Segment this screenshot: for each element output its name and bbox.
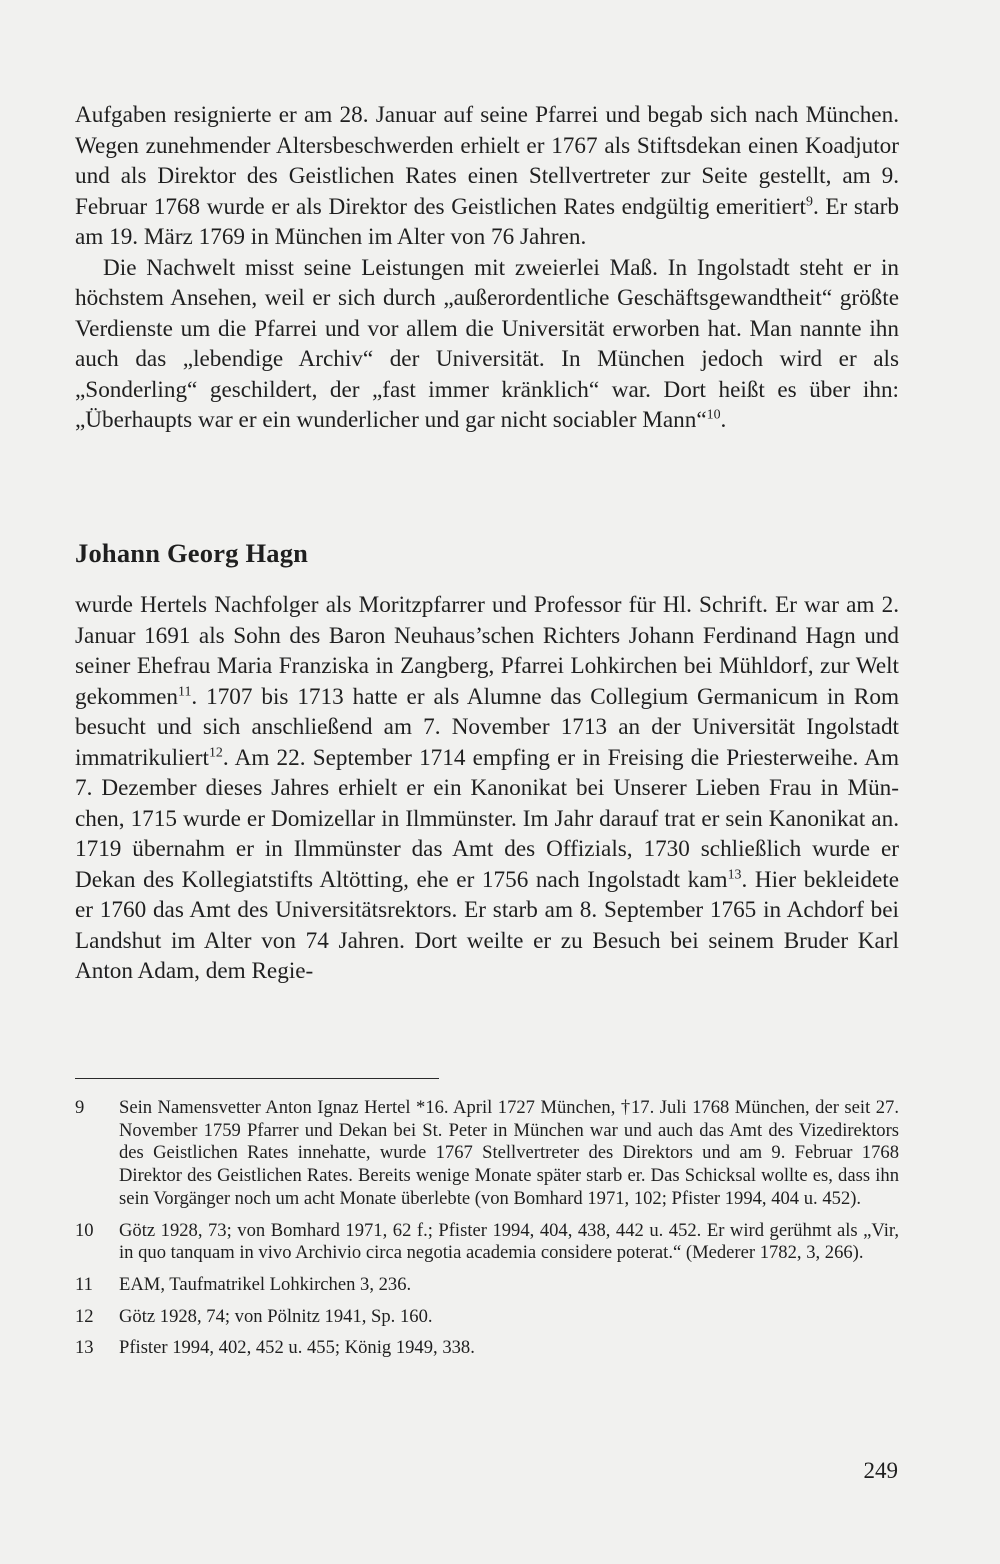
footnote-ref-11[interactable]: 11 xyxy=(178,683,192,699)
footnote-divider xyxy=(75,1078,439,1079)
footnote-text: EAM, Taufmatrikel Lohkirchen 3, 236. xyxy=(119,1273,412,1295)
paragraph-1 xyxy=(75,100,899,253)
paragraph-3-part-1: wurde Hertels Nachfolger als Moritzpfarrer und Professor für Hl. Schrift. Er war am 2. Januar 1691 als Sohn des Baron Neuhaus’schen Richters Johann Ferdinand Hagn und seiner Ehefrau Maria Franziska in Zangberg, Pfarrei Lohkirchen bei Mühldorf, zur Welt gekommen xyxy=(75,592,899,710)
paragraph-3-part-4: . Hier bekleidete er 1760 das Amt des Universitätsrektors. Er starb am 8. September 1765 in Achdorf bei Landshut im Alter von 74 Jahren. Dort weilte er zu Besuch bei seinem Bruder Karl Anton Adam, dem Regie- xyxy=(75,866,899,984)
paragraph-3 xyxy=(75,590,899,987)
footnote-9 xyxy=(75,1097,899,1211)
footnote-text: Götz 1928, 74; von Pölnitz 1941, Sp. 160. xyxy=(119,1305,433,1327)
paragraph-2-tail: . xyxy=(720,407,727,433)
body-text-bottom xyxy=(75,590,899,987)
paragraph-2 xyxy=(75,253,899,436)
footnote-ref-10[interactable]: 10 xyxy=(706,407,721,423)
footnote-ref-13[interactable]: 13 xyxy=(727,866,742,882)
footnote-number: 11 xyxy=(75,1273,93,1295)
footnote-ref-9[interactable]: 9 xyxy=(805,193,813,209)
footnote-number: 10 xyxy=(75,1219,94,1241)
footnote-number: 13 xyxy=(75,1337,94,1359)
section-heading: Johann Georg Hagn xyxy=(75,538,309,568)
page-number: 249 xyxy=(863,1458,898,1483)
footnotes xyxy=(75,1097,899,1369)
paragraph-1-text: Aufgaben resignierte er am 28. Januar auf seine Pfarrei und begab sich nach München. Wegen zunehmender Altersbeschwerden erhielt er 1767 als Stiftsdekan einen Koadjutor und als Direktor des Geistlichen Rates einen Stellvertreter zur Seite gestellt, am 9. Februar 1768 wurde er als Direktor des Geistlichen Rates endgültig emeritiert xyxy=(75,102,899,220)
paragraph-2-text: Die Nachwelt misst seine Leistungen mit zweierlei Maß. In Ingolstadt steht er in höchstem Ansehen, weil er sich durch „außerordentliche Geschäftsgewandtheit“ größte Verdienste um die Pfarrei und vor allem die Universität erworben hat. Man nannte ihn auch das „lebendige Archiv“ der Universität. In München jedoch wird er als „Sonderling“ geschildert, der „fast immer kränklich“ war. Dort heißt es über ihn: „Überhaupts war er ein wunderlicher und gar nicht sociabler Mann“ xyxy=(75,254,899,433)
footnote-10 xyxy=(75,1220,899,1265)
footnote-12 xyxy=(75,1306,899,1329)
body-text-top xyxy=(75,100,899,436)
footnote-13 xyxy=(75,1337,899,1360)
footnote-number: 9 xyxy=(75,1097,85,1118)
footnote-text: Götz 1928, 73; von Bomhard 1971, 62 f.; Pfister 1994, 404, 438, 442 u. 452. Er wird gerühmt als „Vir, in quo tanquam in vivo Archivio circa negotia academia considere poterat.“ (Mederer 1782, 3, 266). xyxy=(119,1219,899,1264)
footnote-text: Pfister 1994, 402, 452 u. 455; König 1949, 338. xyxy=(119,1337,475,1359)
paragraph-3-part-3: . Am 22. September 1714 empfing er in Freising die Priesterweihe. Am 7. Dezember dieses Jahres erhielt er ein Kanonikat bei Unserer Lieben Frau in München, 1715 wurde er Domizellar in Ilmmünster. Im Jahr darauf trat er sein Kanonikat an. 1719 übernahm er in Ilmmünster das Amt des Offizials, 1730 schließlich wurde er Dekan des Kollegiatstifts Altötting, ehe er 1756 nach Ingolstadt kam xyxy=(75,744,899,893)
footnote-11 xyxy=(75,1274,899,1297)
paragraph-3-part-2: . 1707 bis 1713 hatte er als Alumne das Collegium Germanicum in Rom besucht und sich anschließend am 7. November 1713 an der Universität Ingolstadt immatrikuliert xyxy=(75,683,899,771)
footnote-text: Sein Namensvetter Anton Ignaz Hertel *16. April 1727 München, †17. Juli 1768 München, der seit 27. November 1759 Pfarrer und Dekan bei St. Peter in München war und auch das Amt des Vizedirektors des Geistlichen Rates innehatte, wurde 1767 Stellvertreter des Direktors und am 9. Februar 1768 Direktor des Geistlichen Rates. Bereits wenige Monate später starb er. Das Schicksal wollte es, dass ihn sein Vorgänger noch um acht Monate überlebte (von Bomhard 1971, 102; Pfister 1994, 404 u. 452). xyxy=(119,1097,899,1209)
footnote-number: 12 xyxy=(75,1305,94,1327)
footnote-ref-12[interactable]: 12 xyxy=(208,744,223,760)
paragraph-1-tail: . Er starb am 19. März 1769 in München im Alter von 76 Jahren. xyxy=(75,193,899,250)
